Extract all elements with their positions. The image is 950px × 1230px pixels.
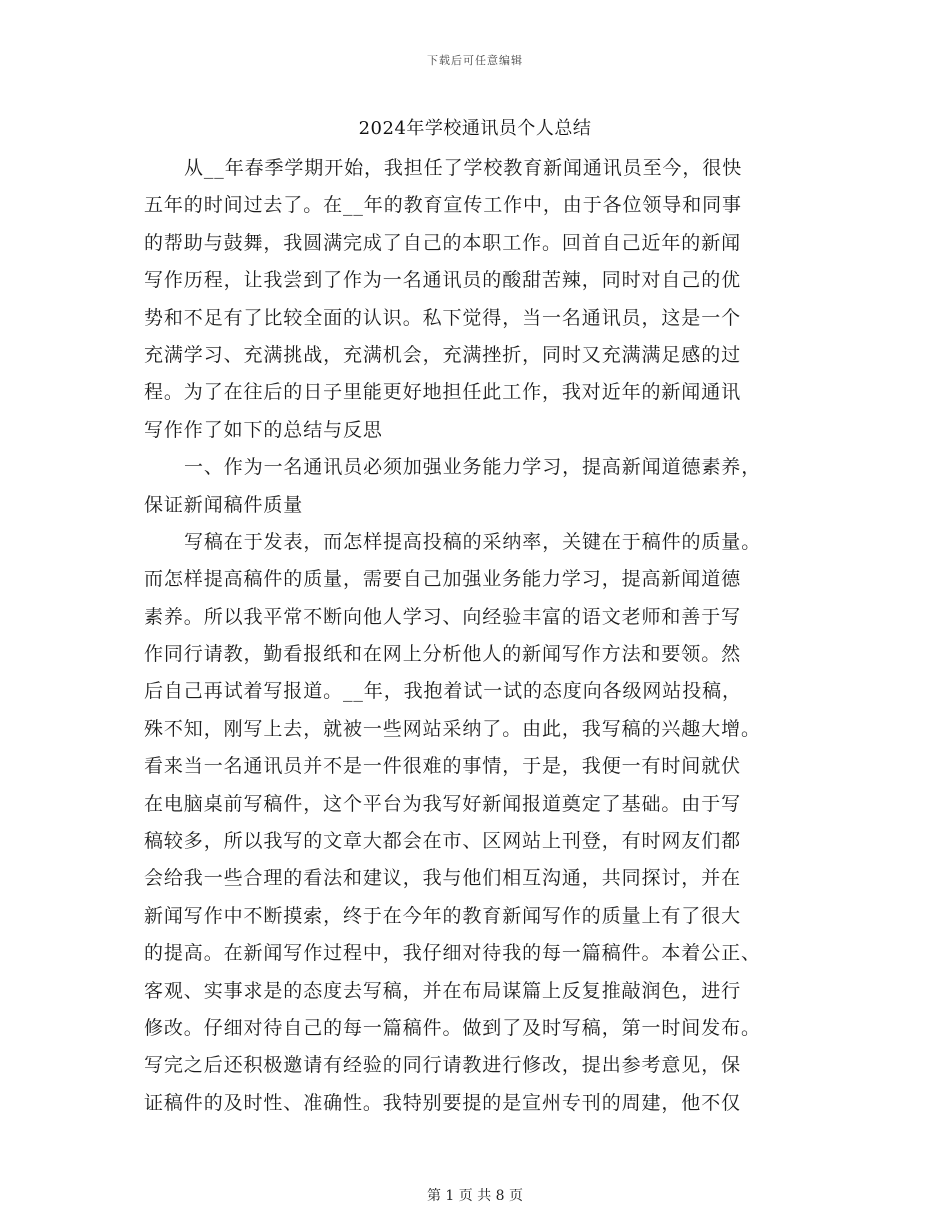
paragraph-line: 会给我一些合理的看法和建议，我与他们相互沟通，共同探讨，并在 [144,867,742,890]
section-heading-line: 保证新闻稿件质量 [144,493,304,516]
paragraph-line: 程。为了在往后的日子里能更好地担任此工作，我对近年的新闻通讯 [144,381,742,404]
paragraph-line: 作同行请教，勤看报纸和在网上分析他人的新闻写作方法和要领。然 [144,643,742,666]
paragraph-line: 从__年春季学期开始，我担任了学校教育新闻通讯员至今，很快 [184,157,743,179]
paragraph-line: 写作历程，让我尝到了作为一名通讯员的酸甜苦辣，同时对自己的优 [144,269,742,292]
paragraph-line: 的帮助与鼓舞，我圆满完成了自己的本职工作。回首自己近年的新闻 [144,231,742,254]
paragraph-line: 五年的时间过去了。在__年的教育宣传工作中，由于各位领导和同事 [144,194,742,217]
paragraph-line: 修改。仔细对待自己的每一篇稿件。做到了及时写稿，第一时间发布。 [144,1016,761,1039]
document-body [144,150,814,1122]
header-note: 下载后可任意编辑 [427,54,523,67]
paragraph-line: 而怎样提高稿件的质量，需要自己加强业务能力学习，提高新闻道德 [144,568,742,591]
page-number: 第 1 页 共 8 页 [426,1188,524,1204]
paragraph-line: 看来当一名通讯员并不是一件很难的事情，于是，我便一有时间就伏 [144,755,742,778]
paragraph-line: 新闻写作中不断摸索，终于在今年的教育新闻写作的质量上有了很大 [144,904,742,927]
paragraph-line: 后自己再试着写报道。__年，我抱着试一试的态度向各级网站投稿， [144,680,742,703]
paragraph-line: 写作作了如下的总结与反思 [144,418,383,441]
paragraph-line: 的提高。在新闻写作过程中，我仔细对待我的每一篇稿件。本着公正、 [144,942,761,965]
paragraph-line: 写稿在于发表，而怎样提高投稿的采纳率，关键在于稿件的质量。 [184,530,762,553]
paragraph-line: 殊不知，刚写上去，就被一些网站采纳了。由此，我写稿的兴趣大增。 [144,717,761,740]
paragraph-line: 写完之后还积极邀请有经验的同行请教进行修改，提出参考意见，保 [144,1054,742,1077]
paragraph-line: 素养。所以我平常不断向他人学习、向经验丰富的语文老师和善于写 [144,605,742,628]
paragraph-line: 稿较多，所以我写的文章大都会在市、区网站上刊登，有时网友们都 [144,830,742,853]
paragraph-line: 证稿件的及时性、准确性。我特别要提的是宣州专刊的周建，他不仅 [144,1091,742,1114]
paragraph-line: 客观、实事求是的态度去写稿，并在布局谋篇上反复推敲润色，进行 [144,979,742,1002]
section-heading-line: 一、作为一名通讯员必须加强业务能力学习，提高新闻道德素养， [184,456,762,479]
paragraph-line: 充满学习、充满挑战，充满机会，充满挫折，同时又充满满足感的过 [144,343,742,366]
document-title: 2024年学校通讯员个人总结 [358,118,592,139]
paragraph-line: 势和不足有了比较全面的认识。私下觉得，当一名通讯员，这是一个 [144,306,742,329]
paragraph-line: 在电脑桌前写稿件，这个平台为我写好新闻报道奠定了基础。由于写 [144,792,742,815]
